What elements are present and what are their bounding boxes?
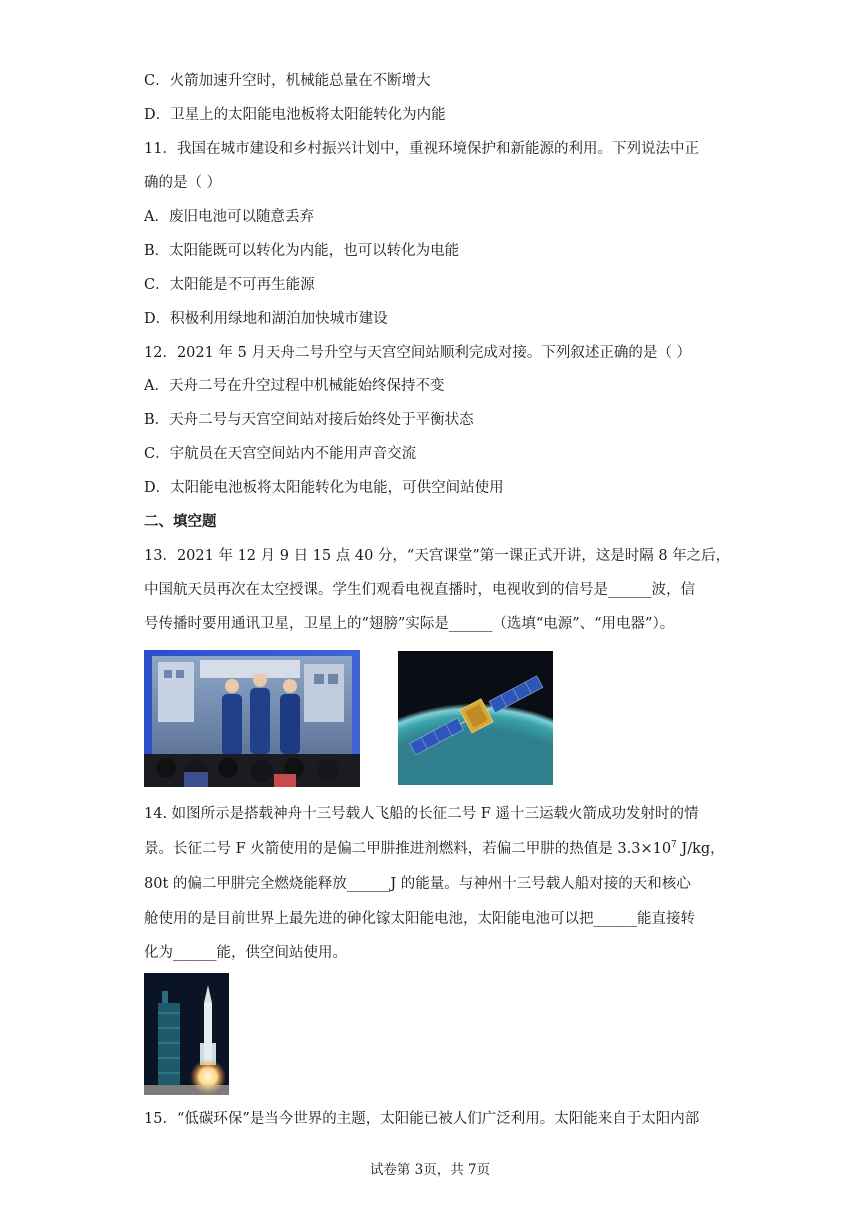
tiangong-classroom-photo xyxy=(144,650,360,787)
q11-option-b: B．太阳能既可以转化为内能，也可以转化为电能 xyxy=(144,243,460,259)
q13-line1: 13．2021 年 12 月 9 日 15 点 40 分，“天宫课堂”第一课正式开讲，这是时隔 8 年之后， xyxy=(144,548,731,564)
q14-line5: 化为______能，供空间站使用。 xyxy=(144,945,347,961)
q15-line1: 15．“低碳环保”是当今世界的主题，太阳能已被人们广泛利用。太阳能来自于太阳内部 xyxy=(144,1111,700,1127)
q14-line3: 80t 的偏二甲肼完全燃烧能释放______J 的能量。与神州十三号载人船对接的天和核心 xyxy=(144,876,691,892)
q14-line4: 舱使用的是目前世界上最先进的砷化镓太阳能电池，太阳能电池可以把______能直接转 xyxy=(144,911,695,927)
q14-line2-unit: J/kg， xyxy=(676,841,725,857)
q11-option-a: A．废旧电池可以随意丢弃 xyxy=(144,209,314,225)
rocket-launch-photo xyxy=(144,973,229,1095)
q14-line2 xyxy=(144,839,724,859)
q11-option-c: C．太阳能是不可再生能源 xyxy=(144,277,315,293)
satellite-photo xyxy=(398,651,553,785)
q10-option-d: D．卫星上的太阳能电池板将太阳能转化为内能 xyxy=(144,107,446,123)
q11-stem-line1: 11．我国在城市建设和乡村振兴计划中，重视环境保护和新能源的利用。下列说法中正 xyxy=(144,141,699,157)
q12-stem: 12．2021 年 5 月天舟二号升空与天宫空间站顺利完成对接。下列叙述正确的是（ ） xyxy=(144,345,692,361)
q14-line1: 14. 如图所示是搭载神舟十三号载人飞船的长征二号 F 遥十三运载火箭成功发射时的情 xyxy=(144,806,699,822)
page-footer: 试卷第 3页，共 7页 xyxy=(369,1162,491,1178)
q12-option-d: D．太阳能电池板将太阳能转化为电能，可供空间站使用 xyxy=(144,480,504,496)
q11-option-d: D．积极利用绿地和湖泊加快城市建设 xyxy=(144,311,388,327)
q13-line3: 号传播时要用通讯卫星，卫星上的“翅膀”实际是______（选填“电源”、“用电器”）。 xyxy=(144,616,675,632)
q14-exponent: 7 xyxy=(671,840,677,851)
q14-line2-text: 景。长征二号 F 火箭使用的是偏二甲肼推进剂燃料，若偏二甲肼的热值是 3.3×10 xyxy=(144,841,672,857)
q13-line2: 中国航天员再次在太空授课。学生们观看电视直播时，电视收到的信号是______波，信 xyxy=(144,582,695,598)
q11-stem-line2: 确的是（ ） xyxy=(144,175,222,191)
q10-option-c: C．火箭加速升空时，机械能总量在不断增大 xyxy=(144,73,431,89)
q12-option-c: C．宇航员在天宫空间站内不能用声音交流 xyxy=(144,446,417,462)
q12-option-b: B．天舟二号与天宫空间站对接后始终处于平衡状态 xyxy=(144,412,474,428)
q12-option-a: A．天舟二号在升空过程中机械能始终保持不变 xyxy=(144,378,445,394)
section-heading-fill-in: 二、填空题 xyxy=(144,513,217,530)
